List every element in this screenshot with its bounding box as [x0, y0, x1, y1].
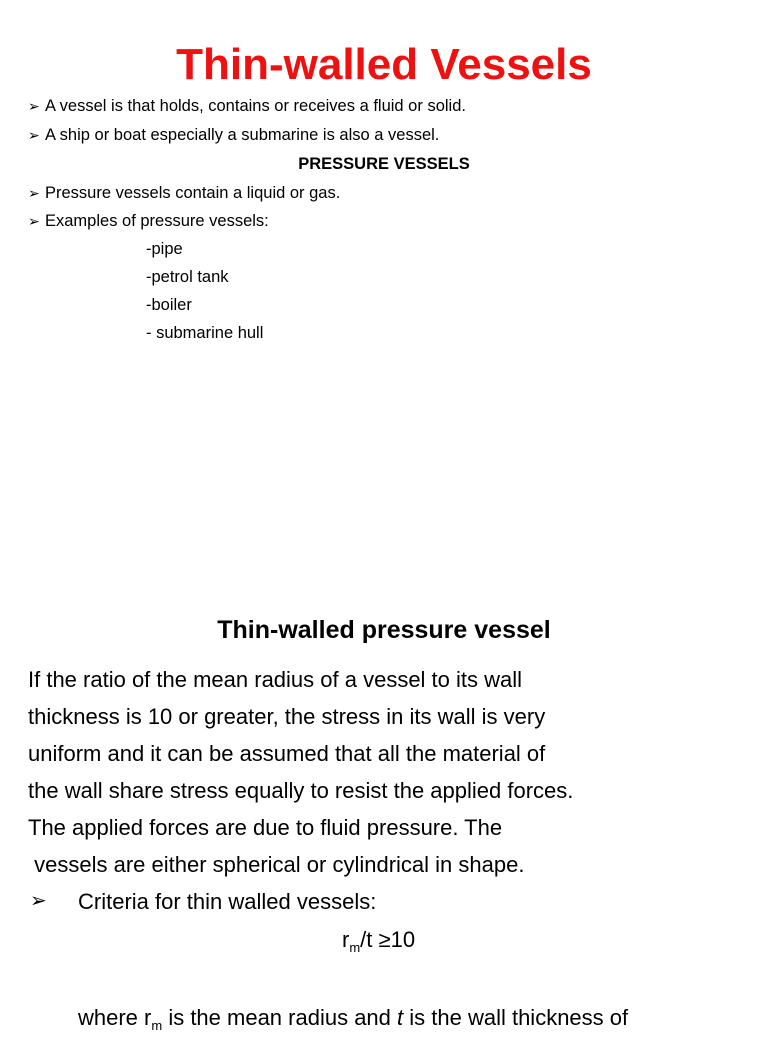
paragraph-line: uniform and it can be assumed that all the material of: [28, 741, 546, 766]
example-item: -petrol tank: [146, 268, 229, 286]
example-item: -pipe: [146, 240, 183, 258]
arrow-bullet-icon: ➢: [28, 185, 40, 201]
bullet-text: A vessel is that holds, contains or receives a fluid or solid.: [45, 97, 466, 115]
formula-rest: /t ≥10: [360, 927, 416, 952]
example-item: -boiler: [146, 296, 192, 314]
paragraph-line: the wall share stress equally to resist the applied forces.: [28, 778, 574, 803]
paragraph-line: If the ratio of the mean radius of a vessel to its wall: [28, 667, 523, 692]
formula-subscript: m: [349, 940, 361, 955]
bullet-item: [28, 211, 269, 231]
where-middle: is the mean radius and: [162, 1005, 398, 1030]
formula-base: r: [342, 927, 350, 952]
where-subscript: m: [151, 1018, 163, 1033]
arrow-bullet-icon: ➢: [30, 890, 47, 912]
bullet-text: A ship or boat especially a submarine is also a vessel.: [45, 126, 440, 144]
criteria-text: Criteria for thin walled vessels:: [78, 889, 377, 914]
arrow-bullet-icon: ➢: [28, 98, 40, 114]
subheading: PRESSURE VESSELS: [298, 155, 470, 173]
formula: [342, 927, 415, 961]
section-title: Thin-walled pressure vessel: [217, 616, 551, 644]
page-title: Thin-walled Vessels: [176, 40, 592, 89]
bullet-item: [28, 125, 439, 145]
where-italic: t: [397, 1005, 404, 1030]
arrow-bullet-icon: ➢: [28, 213, 40, 229]
arrow-bullet-icon: ➢: [28, 127, 40, 143]
paragraph-line: thickness is 10 or greater, the stress in its wall is very: [28, 704, 546, 729]
paragraph-line: The applied forces are due to fluid pressure. The: [28, 815, 503, 840]
bullet-item: [28, 96, 466, 116]
bullet-text: Examples of pressure vessels:: [45, 212, 269, 230]
bullet-text: Pressure vessels contain a liquid or gas.: [45, 184, 341, 202]
paragraph-line: vessels are either spherical or cylindrical in shape.: [28, 852, 525, 877]
bullet-item: [28, 183, 340, 203]
where-start: where r: [78, 1005, 152, 1030]
where-end: is the wall thickness of: [403, 1005, 629, 1030]
example-item: - submarine hull: [146, 324, 264, 342]
where-line: [78, 1005, 628, 1039]
